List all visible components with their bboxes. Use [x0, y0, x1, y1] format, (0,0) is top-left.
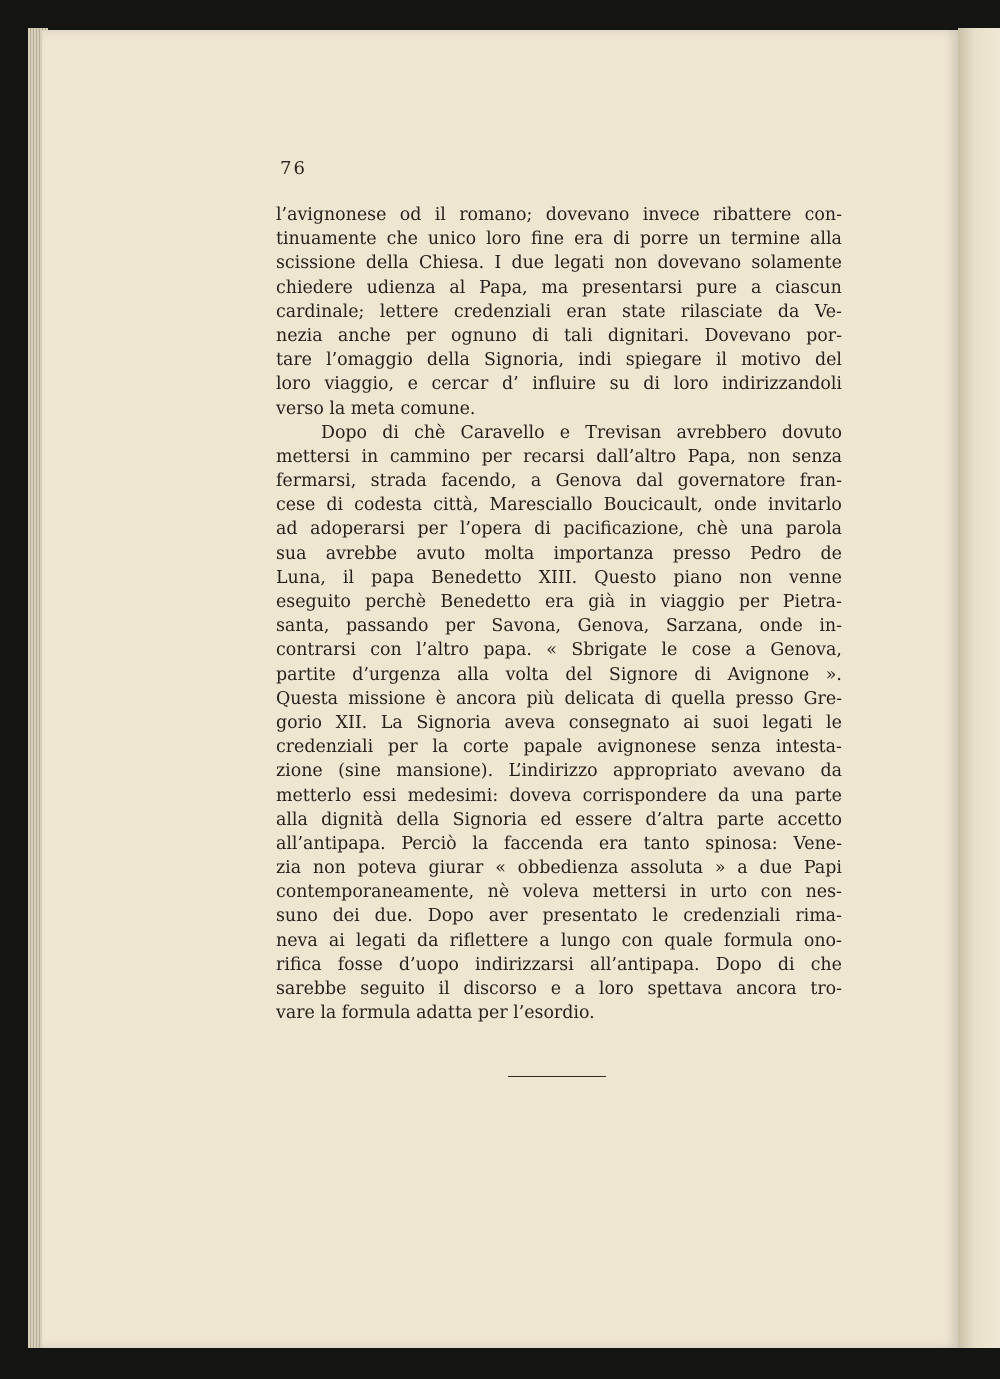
text-line: gorio XII. La Signoria aveva consegnato ai suoi legati le — [276, 712, 842, 733]
text-line: santa, passando per Savona, Genova, Sarzana, onde in- — [276, 616, 842, 637]
text-line: partite d’urgenza alla volta del Signore di Avignone ». — [276, 664, 842, 685]
text-line: credenziali per la corte papale avignonese senza intesta- — [276, 737, 842, 758]
text-line: sua avrebbe avuto molta importanza presso Pedro de — [276, 543, 842, 564]
page-number: 76 — [280, 158, 307, 179]
text-line: verso la meta comune. — [276, 398, 476, 419]
text-line: chiedere udienza al Papa, ma presentarsi pure a ciascun — [276, 277, 842, 298]
text-line: cardinale; lettere credenziali eran state rilasciate da Ve- — [276, 301, 842, 322]
text-line: contrarsi con l’altro papa. « Sbrigate le cose a Genova, — [276, 640, 842, 661]
text-line: zione (sine mansione). L’indirizzo appropriato avevano da — [276, 761, 842, 782]
footnote-separator-rule — [508, 1076, 606, 1077]
text-line: Luna, il papa Benedetto XIII. Questo piano non venne — [276, 567, 842, 588]
text-line: ad adoperarsi per l’opera di pacificazione, chè una parola — [276, 519, 842, 540]
text-line: tare l’omaggio della Signoria, indi spiegare il motivo del — [276, 350, 842, 371]
text-line: all’antipapa. Perciò la faccenda era tanto spinosa: Vene- — [276, 833, 842, 854]
text-line: contemporaneamente, nè voleva mettersi in urto con nes- — [276, 882, 842, 903]
text-line: suno dei due. Dopo aver presentato le credenziali rima- — [276, 906, 842, 927]
text-line: zia non poteva giurar « obbedienza assoluta » a due Papi — [276, 858, 842, 879]
text-line: loro viaggio, e cercar d’ influire su di loro indirizzandoli — [276, 374, 842, 395]
text-line: vare la formula adatta per l’esordio. — [276, 1003, 595, 1024]
body-text — [276, 203, 842, 1025]
text-line: eseguito perchè Benedetto era già in viaggio per Pietra- — [276, 592, 842, 612]
paragraph — [276, 203, 842, 421]
text-line: scissione della Chiesa. I due legati non dovevano solamente — [276, 253, 842, 274]
text-line: rifica fosse d’uopo indirizzarsi all’antipapa. Dopo di che — [276, 954, 842, 975]
paragraph — [276, 421, 842, 1026]
text-line: sarebbe seguito il discorso e a loro spettava ancora tro- — [276, 979, 842, 999]
text-line: l’avignonese od il romano; dovevano invece ribattere con- — [276, 205, 842, 225]
text-line: metterlo essi medesimi: doveva corrispondere da una parte — [276, 785, 842, 806]
facing-page-edge — [958, 28, 1000, 1348]
text-line: nezia anche per ognuno di tali dignitari. Dovevano por- — [276, 325, 842, 346]
text-line: neva ai legati da riflettere a lungo con quale formula ono- — [276, 930, 842, 951]
text-line: tinuamente che unico loro fine era di porre un termine alla — [276, 229, 842, 250]
text-line: cese di codesta città, Maresciallo Boucicault, onde invitarlo — [276, 495, 842, 516]
text-line: alla dignità della Signoria ed essere d’altra parte accetto — [276, 809, 842, 830]
text-line: Dopo di chè Caravello e Trevisan avrebbero dovuto — [321, 422, 842, 443]
text-line: mettersi in cammino per recarsi dall’altro Papa, non senza — [276, 446, 842, 467]
text-line: Questa missione è ancora più delicata di quella presso Gre- — [276, 688, 842, 709]
text-line: fermarsi, strada facendo, a Genova dal governatore fran- — [276, 471, 842, 492]
